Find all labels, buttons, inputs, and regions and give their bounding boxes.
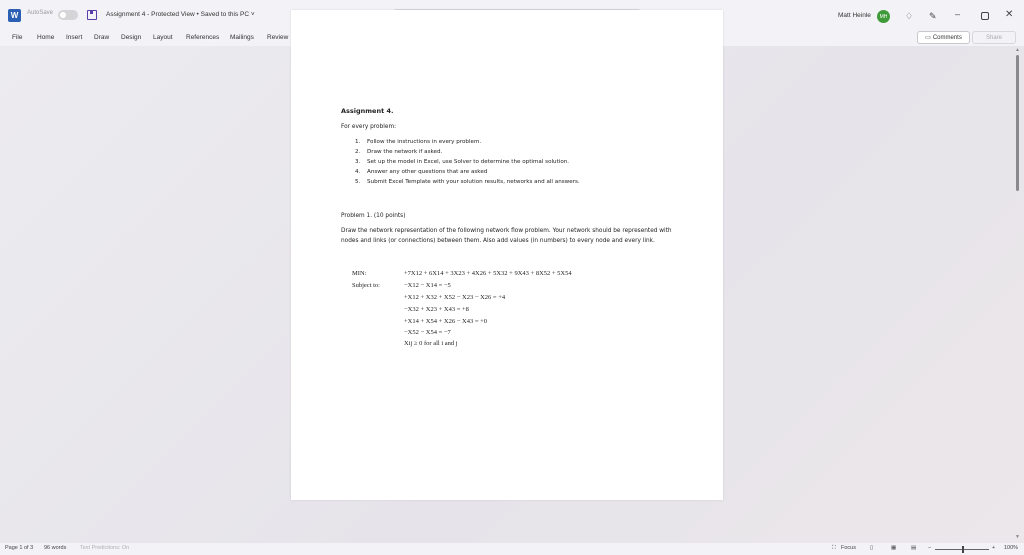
list-item: 3. Set up the model in Excel, use Solver to determine the optimal solution. — [355, 159, 570, 165]
zoom-in-icon[interactable]: + — [992, 545, 996, 551]
min-label: MIN: — [352, 270, 367, 277]
list-item: 1. Follow the instructions in every problem. — [355, 139, 482, 145]
instruction-list — [355, 139, 580, 189]
constraint-4: +X14 + X54 + X26 − X43 = +0 — [404, 318, 488, 325]
comments-label: Comments — [932, 34, 962, 41]
page-title: Assignment 4. — [341, 107, 394, 115]
save-icon[interactable] — [87, 10, 97, 20]
subject-to-label: Subject to: — [352, 282, 380, 289]
autosave-label: AutoSave — [27, 10, 54, 16]
comments-button[interactable] — [917, 31, 970, 44]
tab-home[interactable]: Home — [37, 34, 55, 41]
problem-title: Problem 1. (10 points) — [341, 213, 406, 219]
comment-icon: ▭ — [925, 35, 931, 41]
tab-design[interactable]: Design — [121, 34, 142, 41]
constraint-2: +X12 + X32 + X52 − X23 − X26 = +4 — [404, 294, 506, 301]
list-item: 5. Submit Excel Template with your solution results, networks and all answers. — [355, 179, 580, 185]
tab-draw[interactable]: Draw — [94, 34, 110, 41]
minimize-button[interactable]: – — [955, 9, 961, 19]
vertical-scrollbar[interactable] — [1016, 55, 1019, 191]
list-item: 2. Draw the network if asked. — [355, 149, 443, 155]
web-layout-icon[interactable]: ▤ — [911, 545, 917, 551]
pen-icon[interactable]: ✎ — [929, 11, 937, 21]
autosave-toggle[interactable] — [58, 10, 78, 20]
document-page[interactable] — [291, 10, 723, 500]
tab-references[interactable]: References — [186, 34, 220, 41]
word-count[interactable]: 96 words — [44, 545, 67, 551]
page-count[interactable]: Page 1 of 3 — [5, 545, 34, 551]
share-label: Share — [985, 34, 1002, 41]
close-button[interactable]: ✕ — [1005, 9, 1014, 20]
print-layout-icon[interactable]: ▦ — [891, 545, 897, 551]
problem-text: Draw the network representation of the following network flow problem. Your network should be represented with nodes and links (or connections) between them. Also add values (in numbers) to every node and every link. — [341, 228, 672, 244]
status-bar — [0, 543, 1024, 555]
zoom-level[interactable]: 100% — [1004, 545, 1019, 551]
maximize-button[interactable] — [981, 12, 989, 20]
text-predictions[interactable]: Text Predictions: On — [80, 545, 130, 551]
word-logo-icon: W — [8, 9, 21, 22]
scroll-up-icon[interactable]: ▲ — [1015, 47, 1020, 53]
focus-label[interactable]: Focus — [841, 545, 856, 551]
read-mode-icon[interactable]: ▯ — [870, 545, 874, 551]
tab-layout[interactable]: Layout — [153, 34, 173, 41]
tab-file[interactable]: File — [12, 34, 23, 41]
avatar[interactable]: MH — [877, 10, 890, 23]
tab-insert[interactable]: Insert — [66, 34, 83, 41]
objective-function: +7X12 + 6X14 + 3X23 + 4X26 + 5X32 + 9X43 + 8X52 + 5X54 — [404, 270, 572, 277]
focus-icon[interactable]: ⛶ — [832, 545, 836, 551]
zoom-slider-thumb[interactable] — [962, 546, 964, 553]
zoom-out-icon[interactable]: − — [928, 545, 932, 551]
diamond-icon[interactable]: ♢ — [905, 11, 914, 21]
list-item: 4. Answer any other questions that are asked — [355, 169, 488, 175]
intro-text: For every problem: — [341, 124, 397, 130]
user-name[interactable]: Matt Heinle — [838, 12, 871, 19]
tab-mailings[interactable]: Mailings — [230, 34, 254, 41]
share-button[interactable] — [972, 31, 1016, 44]
tab-review[interactable]: Review — [267, 34, 289, 41]
scroll-down-icon[interactable]: ▼ — [1015, 534, 1020, 540]
constraint-5: −X52 − X54 = −7 — [404, 329, 451, 336]
nonnegativity-constraint: Xij ≥ 0 for all i and j — [404, 340, 458, 347]
constraint-1: −X12 − X14 = −5 — [404, 282, 451, 289]
document-title[interactable]: Assignment 4 - Protected View • Saved to this PC ˅ — [106, 11, 255, 18]
constraint-3: −X32 + X23 + X43 = +8 — [404, 306, 469, 313]
